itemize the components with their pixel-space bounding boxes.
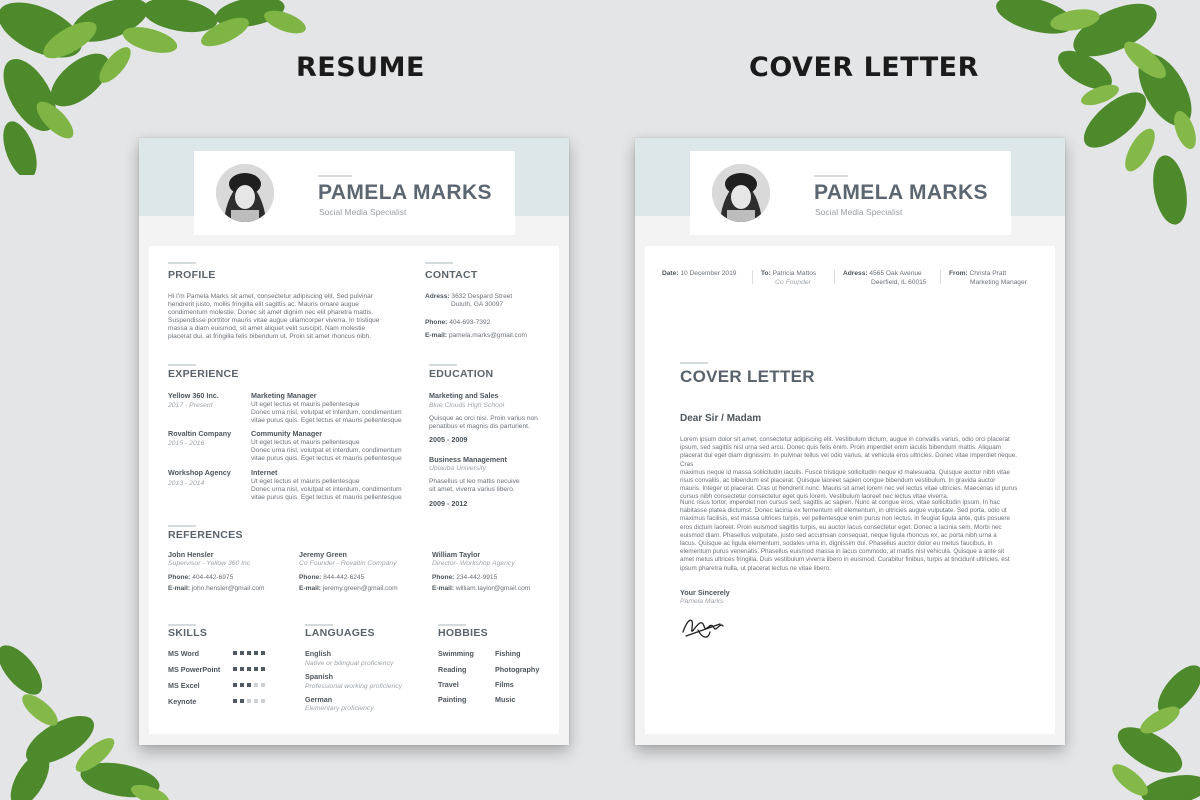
exp-company-3: Workshop Agency <box>168 468 231 477</box>
edu-degree-2: Business Management <box>429 455 507 464</box>
p2-line-9: ipsum pharetra nulla, ut placerat lectus ne vitae libero. <box>680 564 831 572</box>
profile-line-2: hendrerit justo, mollis fringilla elit sagittis ac. Mauris ornare augue <box>168 301 359 308</box>
skill-name-1: MS Word <box>168 649 200 658</box>
ref-email-value-1[interactable]: john.hensler@gmail.com <box>191 585 265 592</box>
ref-phone-1 <box>168 574 233 582</box>
ref-phone-value-3: 234-442-9915 <box>456 574 498 581</box>
letter-date <box>662 270 736 278</box>
skill-level-square <box>261 651 265 655</box>
exp-desc-1c: vitae purus quis. Eget lectus et mauris pellentesque <box>251 417 402 424</box>
language-level-1: Native or bilingual proficiency <box>305 660 394 667</box>
skill-level-square <box>233 651 237 655</box>
skill-name-3: MS Excel <box>168 681 200 690</box>
contact-title: CONTACT <box>425 269 478 281</box>
adress-line-2: Deerfield, IL 60015 <box>871 279 927 286</box>
ref-name-3: William Taylor <box>432 550 481 559</box>
skill-level-square <box>247 699 251 703</box>
skill-level-square <box>240 651 244 655</box>
languages-title: LANGUAGES <box>305 627 375 639</box>
avatar <box>216 164 274 222</box>
references-title: REFERENCES <box>168 529 243 541</box>
leaves-bottom-right <box>1090 650 1200 800</box>
edu-degree-1: Marketing and Sales <box>429 391 499 400</box>
ref-email-value-2[interactable]: jeremy.green@gmail.com <box>322 585 398 592</box>
exp-desc-3b: Donec urna nisl, volutpat et interdum, condimentum <box>251 486 402 493</box>
letter-from <box>949 270 1006 278</box>
contact-phone <box>425 319 490 327</box>
hobby-8: Music <box>495 695 516 704</box>
language-level-2: Professional working proficiency <box>305 683 403 690</box>
hobbies-line <box>438 624 466 626</box>
hobby-5: Fishing <box>495 649 521 658</box>
p1-line-4: maximus neque id massa sollicitudin iaculis. Fusce tristique sollicitudin neque id malesuada. Quisque auctor nibh vitae <box>680 468 1011 476</box>
ref-phone-label-1: Phone: <box>168 574 191 581</box>
experience-line <box>168 364 196 366</box>
hobby-6: Photography <box>495 665 540 674</box>
ref-position-2: Co Founder - Rovaltin Company <box>299 560 397 567</box>
profile-line-6: placerat dui, at fringilla felis bibendum ut. Proin sit amet rhoncus nibh. <box>168 333 372 340</box>
p1-line-7: cursus nibh consectetur consectetur eget quis lorem. Vestibulum laoreet nec lectus vitae viverra. <box>680 493 949 501</box>
exp-role-3: Internet <box>251 468 278 477</box>
skill-level-4 <box>233 699 265 703</box>
p2-line-8: amet metus ultrices fringilla. Duis vestibulum viverra libero in euismod. Curabitur finibus, turpis at tincidunt ultricies, est <box>680 556 1010 564</box>
edu-desc-2a: Phasellus ut leo mattis necuive <box>429 478 520 485</box>
skills-title: SKILLS <box>168 627 208 639</box>
to-title: Co Founder <box>775 279 811 286</box>
edu-years-1: 2005 - 2009 <box>429 435 468 444</box>
skills-line <box>168 624 196 626</box>
phone-value: 404-693-7392 <box>449 319 491 326</box>
exp-desc-1b: Donec urna nisl, volutpat et interdum, condimentum <box>251 409 402 416</box>
ref-email-3 <box>432 585 530 593</box>
to-label: To: <box>761 270 771 277</box>
p2-line-6: lacus. Quisque ac ligula elementum, sodales urna in, dignissim dui. Phasellus auctor dolor eu metus faucibus, in <box>680 540 993 548</box>
edu-desc-2b: sit amet, viverra varius libero. <box>429 486 515 493</box>
skill-name-2: MS PowerPoint <box>168 665 221 674</box>
p2-line-5: euismod diam. Phasellus vulputate, justo sed accumsan consequat, neque ligula rhoncus ex, ac porta nibh urna a <box>680 531 997 539</box>
p1-line-5: risus convallis, ac bibendum est placerat. Quisque laoreet sapien congue bibendum vestibulum. In gravida auctor <box>680 477 996 485</box>
exp-period-3: 2013 - 2014 <box>168 480 205 487</box>
exp-desc-3c: vitae purus quis. Eget lectus et mauris pellentesque <box>251 494 402 501</box>
ref-name-1: John Hensler <box>168 550 214 559</box>
signature-image <box>680 610 726 644</box>
address-line-2: Duluth, GA 30097 <box>451 301 504 308</box>
skill-level-1 <box>233 651 265 655</box>
cover-letter-title: COVER LETTER <box>680 367 815 386</box>
adress-line-1: 4565 Oak Avenue <box>869 270 922 277</box>
p1-line-1: Lorem ipsum dolor sit amet, consectetur adipiscing elit. Vestibulum dictum, augue in convallis varius, odio orci placerat <box>680 436 1010 443</box>
skill-level-square <box>254 651 258 655</box>
exp-desc-2c: vitae purus quis. Eget lectus et mauris pellentesque <box>251 455 402 462</box>
experience-title: EXPERIENCE <box>168 368 239 380</box>
name-bar <box>318 175 352 177</box>
skill-level-square <box>254 683 258 687</box>
p2-line-7: elementum purus venenatis. Phasellus euismod massa in lacus commodo, at mattis nisl vehicula. Quisque a ante sit <box>680 548 1005 556</box>
ref-position-1: Supervisor - Yellow 360 Inc <box>168 560 251 567</box>
cover-letter-heading: COVER LETTER <box>749 52 979 83</box>
hobby-4: Painting <box>438 695 467 704</box>
exp-role-1: Marketing Manager <box>251 391 317 400</box>
p1-line-6: mauris. Integer ut placerat. Cras ut hendrerit nunc. Mauris sit amet lorem nec vel lectus vitae ultricies. Maecenas id purus <box>680 485 1018 493</box>
phone-label: Phone: <box>425 319 448 326</box>
name-bar <box>814 175 848 177</box>
ref-email-2 <box>299 585 398 593</box>
language-name-3: German <box>305 695 333 704</box>
date-label: Date: <box>662 270 679 277</box>
cover-letter-sheet <box>635 138 1065 745</box>
closing-name: Pamela Marks <box>680 598 724 605</box>
cover-title-line <box>680 362 708 364</box>
letter-adress <box>843 270 922 278</box>
ref-position-3: Director- Workshop Agency <box>432 560 515 567</box>
adress-label: Adress: <box>843 270 868 277</box>
profile-line-4: Suspendisse porttitor mauris vitae augue ullamcorper viverra. In tristique <box>168 317 380 324</box>
education-line <box>429 364 457 366</box>
ref-phone-value-2: 844-442-6245 <box>323 574 365 581</box>
exp-role-2: Community Manager <box>251 429 323 438</box>
skill-level-square <box>261 699 265 703</box>
p2-line-2: habitasse platea dictumst. Donec lacinia ex fermentum elit elementum, in ultricies augue vulputate. Sed porta, odio ut <box>680 507 1007 515</box>
hobby-2: Reading <box>438 665 467 674</box>
skill-level-square <box>240 667 244 671</box>
skill-level-square <box>240 683 244 687</box>
person-title: Social Media Specialist <box>815 207 903 217</box>
hobby-3: Travel <box>438 680 459 689</box>
ref-phone-value-1: 404-442-6975 <box>192 574 234 581</box>
exp-company-1: Yellow 360 Inc. <box>168 391 219 400</box>
skill-level-square <box>254 667 258 671</box>
skill-level-square <box>247 651 251 655</box>
p1-line-3: placerat dui eget diam dignissim. In pulvinar tellus vel odio varius, at vehicula eros ultricies. Donec vitae imperdiet neque. Cras <box>680 452 1018 468</box>
profile-line-3: condimentum molestie. Donec sit amet dignim nec elit pharetra mattis. <box>168 309 374 316</box>
edu-desc-1b: penatibus et magnis dis parturient. <box>429 423 530 430</box>
skill-level-3 <box>233 683 265 687</box>
to-name: Patricia Mattos <box>772 270 817 277</box>
ref-phone-label-3: Phone: <box>432 574 455 581</box>
ref-email-1 <box>168 585 265 593</box>
person-name: PAMELA MARKS <box>318 181 492 204</box>
skill-level-2 <box>233 667 265 671</box>
profile-line-5: massa a diam euismod, sit amet aliquet velit suscipit. Nam molestie <box>168 325 366 332</box>
edu-school-2: Ublauba University <box>429 465 487 472</box>
skill-level-square <box>233 683 237 687</box>
p2-line-3: maximus facilisis, est massa ultrices turpis, vel pellentesque enim purus non lectus. In feugiat ligula ante, quis posuere <box>680 515 1011 523</box>
body-paragraph-1 <box>680 436 1020 502</box>
exp-company-2: Rovaltin Company <box>168 429 232 438</box>
profile-title: PROFILE <box>168 269 216 281</box>
education-title: EDUCATION <box>429 368 494 380</box>
skill-level-square <box>233 667 237 671</box>
exp-desc-3a: Ut eget lectus et mauris pellentesque <box>251 478 360 485</box>
resume-sheet <box>139 138 569 745</box>
exp-desc-1a: Ut eget lectus et mauris pellentesque <box>251 401 360 408</box>
resume-heading: RESUME <box>296 52 425 83</box>
edu-desc-1a: Quisque ac orci nisi. Proin varius non <box>429 415 538 422</box>
email-label: E-mail: <box>425 332 447 339</box>
ref-phone-3 <box>432 574 497 582</box>
email-value[interactable]: pamela.marks@gmail.com <box>448 332 527 339</box>
name-box <box>690 151 1011 235</box>
ref-email-value-3[interactable]: william.taylor@gmail.com <box>455 585 531 592</box>
skill-level-square <box>254 699 258 703</box>
address-label: Adress: <box>425 293 450 300</box>
edu-school-1: Blue Clouds High School <box>429 402 505 409</box>
date-value: 10 December 2019 <box>680 270 737 277</box>
closing: Your Sincerely <box>680 588 730 597</box>
ref-email-label-2: E-mail: <box>299 585 321 592</box>
meta-divider <box>752 270 753 284</box>
skill-level-square <box>240 699 244 703</box>
profile-line <box>168 262 196 264</box>
skill-level-square <box>261 667 265 671</box>
skill-level-square <box>247 683 251 687</box>
language-name-1: English <box>305 649 331 658</box>
hobbies-title: HOBBIES <box>438 627 488 639</box>
language-name-2: Spanish <box>305 672 333 681</box>
contact-line <box>425 262 453 264</box>
skill-level-square <box>247 667 251 671</box>
letter-to <box>761 270 816 278</box>
ref-phone-label-2: Phone: <box>299 574 322 581</box>
address-line-1: 3632 Despard Street <box>451 293 513 300</box>
name-box <box>194 151 515 235</box>
person-title: Social Media Specialist <box>319 207 407 217</box>
exp-period-1: 2017 - Present <box>168 402 213 409</box>
hobby-1: Swimming <box>438 649 474 658</box>
contact-email <box>425 332 527 340</box>
skill-name-4: Keynote <box>168 697 197 706</box>
meta-divider <box>940 270 941 284</box>
greeting: Dear Sir / Madam <box>680 413 762 424</box>
from-label: From: <box>949 270 968 277</box>
p2-line-4: eros dictum laoreet. Proin euismod sagittis turpis, eu auctor lacus consectetur eget. Donec a lacinia sem. Morbi nec <box>680 523 1002 531</box>
hobby-7: Films <box>495 680 514 689</box>
ref-name-2: Jeremy Green <box>299 550 347 559</box>
body-paragraph-2 <box>680 499 1020 573</box>
meta-divider <box>834 270 835 284</box>
p1-line-2: ipsum, sed sagittis nisl urna sed arcu. Donec quis felis enim. Proin imperdiet enim iaculis bibendum mattis. Aliquam <box>680 444 1001 452</box>
from-title: Marketing Manager <box>970 279 1027 286</box>
references-line <box>168 525 196 527</box>
person-name: PAMELA MARKS <box>814 181 988 204</box>
exp-desc-2b: Donec urna nisl, volutpat et interdum, condimentum <box>251 447 402 454</box>
exp-desc-2a: Ut eget lectus et mauris pellentesque <box>251 439 360 446</box>
profile-line-1: Hi I'm Pamela Marks sit amet, consectetur adipiscing elit. Sed pulvinar <box>168 293 374 300</box>
ref-email-label-1: E-mail: <box>168 585 190 592</box>
p2-line-1: Nunc risus tortor, imperdiet non cursus sed, sagittis ac sapien. Nunc at congue eros, vitae sollicitudin ipsum. In hac <box>680 499 1000 506</box>
edu-years-2: 2009 - 2012 <box>429 499 468 508</box>
avatar <box>712 164 770 222</box>
languages-line <box>305 624 333 626</box>
exp-period-2: 2015 - 2016 <box>168 440 205 447</box>
from-name: Christa Pratt <box>969 270 1007 277</box>
ref-email-label-3: E-mail: <box>432 585 454 592</box>
skill-level-square <box>233 699 237 703</box>
language-level-3: Elementary proficiency <box>305 705 374 712</box>
ref-phone-2 <box>299 574 364 582</box>
skill-level-square <box>261 683 265 687</box>
